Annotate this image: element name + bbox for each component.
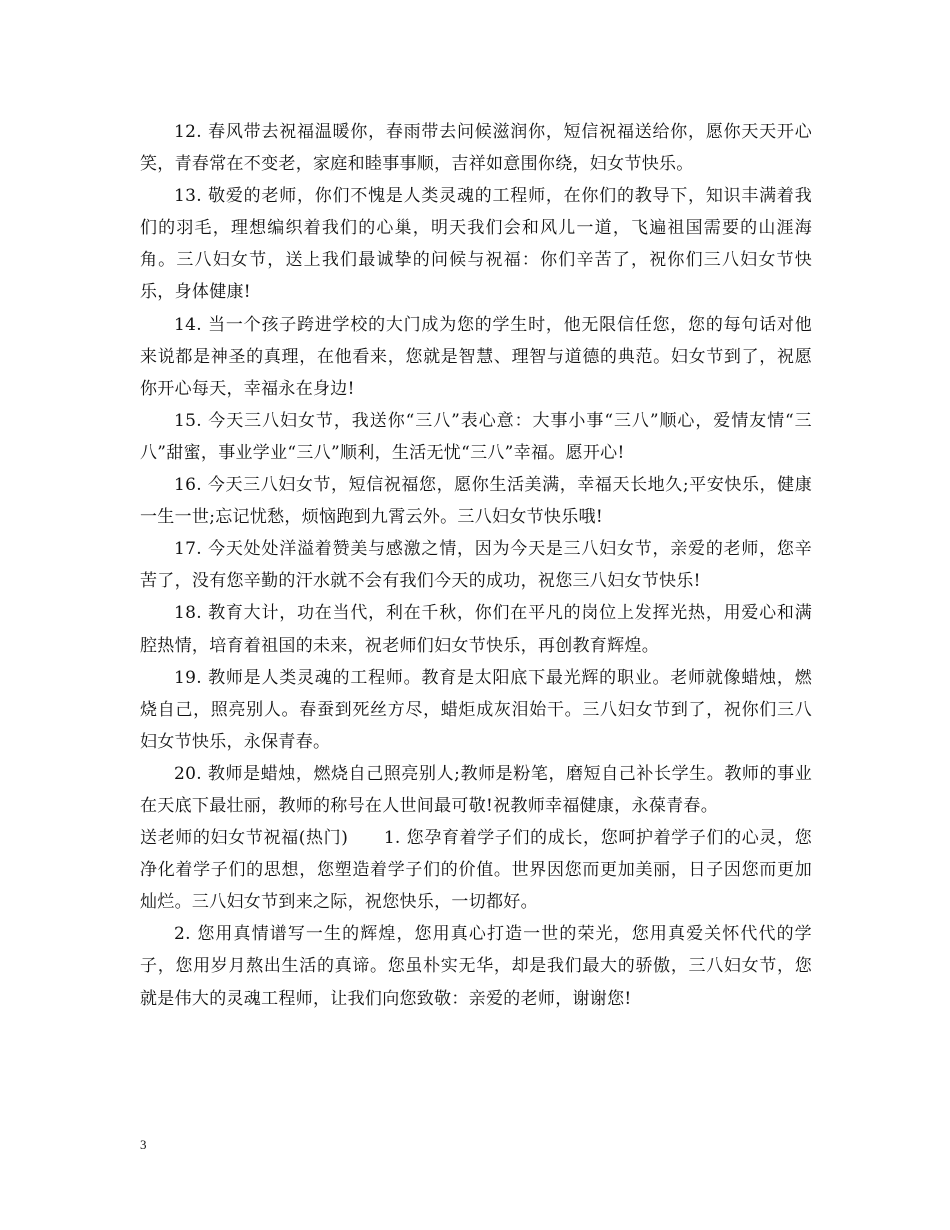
paragraph-15: 15. 今天三八妇女节，我送你“三八”表心意：大事小事“三八”顺心，爱情友情“三八”甜蜜，事业学业“三八”顺利，生活无忧“三八”幸福。愿开心! xyxy=(140,410,812,463)
paragraph-16: 16. 今天三八妇女节，短信祝福您，愿你生活美满，幸福天长地久;平安快乐，健康一生一世;忘记忧愁，烦恼跑到九霄云外。三八妇女节快乐哦! xyxy=(140,475,812,528)
paragraph-18: 18. 教育大计，功在当代，利在千秋，你们在平凡的岗位上发挥光热，用爱心和满腔热情，培育着祖国的未来，祝老师们妇女节快乐，再创教育辉煌。 xyxy=(140,603,812,656)
document-body xyxy=(140,116,812,1015)
paragraph-17: 17. 今天处处洋溢着赞美与感激之情，因为今天是三八妇女节，亲爱的老师，您辛苦了，没有您辛勤的汗水就不会有我们今天的成功，祝您三八妇女节快乐! xyxy=(140,539,812,592)
paragraph-13: 13. 敬爱的老师，你们不愧是人类灵魂的工程师，在你们的教导下，知识丰满着我们的羽毛，理想编织着我们的心巢，明天我们会和风儿一道，飞遍祖国需要的山涯海角。三八妇女节，送上我们最诚挚的问候与祝福：你们辛苦了，祝你们三八妇女节快乐，身体健康! xyxy=(140,186,812,303)
section-heading-paragraph: 送老师的妇女节祝福(热门) 1. 您孕育着学子们的成长，您呵护着学子们的心灵，您净化着学子们的思想，您塑造着学子们的价值。世界因您而更加美丽，日子因您而更加灿烂。三八妇女节到来之际，祝您快乐，一切都好。 xyxy=(140,828,812,913)
paragraph-2: 2. 您用真情谱写一生的辉煌，您用真心打造一世的荣光，您用真爱关怀代代的学子，您用岁月熬出生活的真谛。您虽朴实无华，却是我们最大的骄傲，三八妇女节，您就是伟大的灵魂工程师，让我们向您致敬：亲爱的老师，谢谢您! xyxy=(140,924,812,1009)
paragraph-12: 12. 春风带去祝福温暖你，春雨带去问候滋润你，短信祝福送给你，愿你天天开心笑，青春常在不变老，家庭和睦事事顺，吉祥如意围你绕，妇女节快乐。 xyxy=(140,122,812,175)
page-number: 3 xyxy=(140,1137,147,1152)
paragraph-20: 20. 教师是蜡烛，燃烧自己照亮别人;教师是粉笔，磨短自己补长学生。教师的事业在天底下最壮丽，教师的称号在人世间最可敬!祝教师幸福健康，永葆青春。 xyxy=(140,763,812,816)
paragraph-14: 14. 当一个孩子跨进学校的大门成为您的学生时，他无限信任您，您的每句话对他来说都是神圣的真理，在他看来，您就是智慧、理智与道德的典范。妇女节到了，祝愿你开心每天，幸福永在身边! xyxy=(140,314,812,399)
paragraph-19: 19. 教师是人类灵魂的工程师。教育是太阳底下最光辉的职业。老师就像蜡烛，燃烧自己，照亮别人。春蚕到死丝方尽，蜡炬成灰泪始干。三八妇女节到了，祝你们三八妇女节快乐，永保青春。 xyxy=(140,667,812,752)
